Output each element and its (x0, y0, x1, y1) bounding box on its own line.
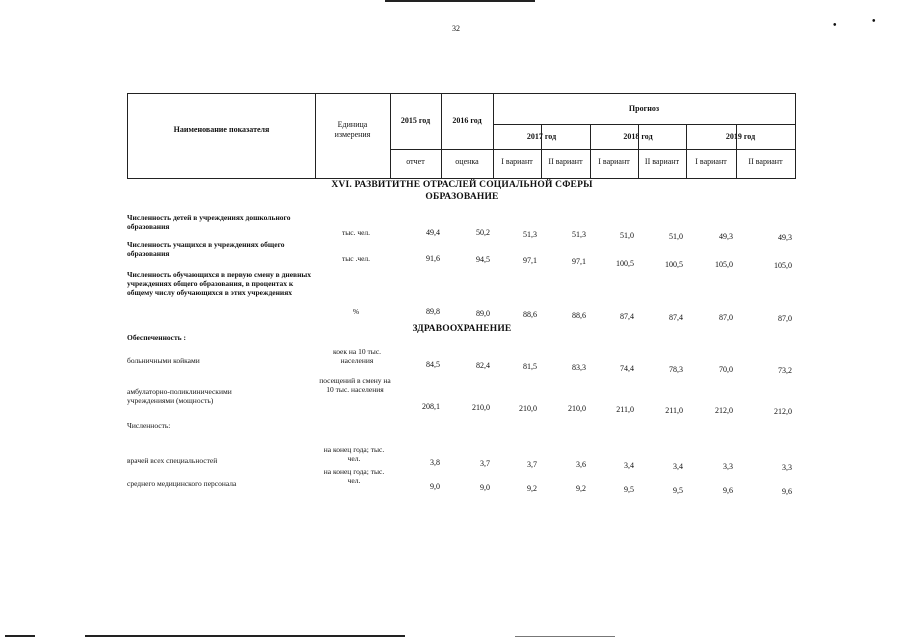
row-label: амбулаторно-поликлиническими учреждениями (мощность) (127, 387, 232, 405)
cell: 210,0 (472, 403, 490, 412)
cell: 3,4 (624, 461, 634, 470)
cell: 211,0 (616, 405, 634, 414)
cell: 91,6 (426, 254, 440, 263)
header-2015: 2015 год (400, 116, 431, 125)
section-title-main: XVI. РАЗВИТИТНЕ ОТРАСЛЕЙ СОЦИАЛЬНОЙ СФЕРЫ (331, 180, 593, 190)
cell: 73,2 (778, 366, 792, 375)
cell: 83,3 (572, 363, 586, 372)
row-label: среднего медицинского персонала (127, 479, 237, 488)
cell: 94,5 (476, 255, 490, 264)
scan-line-top (385, 0, 535, 2)
cell: 89,0 (476, 309, 490, 318)
cell: 87,4 (620, 312, 634, 321)
cell: 3,4 (673, 462, 683, 471)
cell: 49,3 (719, 232, 733, 241)
cell: 212,0 (715, 406, 733, 415)
cell: 100,5 (665, 260, 683, 269)
cell: 105,0 (774, 261, 792, 270)
cell: 105,0 (715, 260, 733, 269)
cell: 3,3 (723, 462, 733, 471)
cell: 3,7 (527, 460, 537, 469)
header-unit: Единица измерения (334, 120, 371, 139)
cell: 9,2 (576, 484, 586, 493)
cell: 211,0 (665, 406, 683, 415)
header-report: отчет (406, 157, 425, 166)
cell: 3,6 (576, 460, 586, 469)
cell: 70,0 (719, 365, 733, 374)
header-2019-v2: II вариант (748, 157, 783, 166)
header-2017: 2017 год (526, 132, 557, 141)
scan-line-bottom-right (515, 636, 615, 637)
cell: 208,1 (422, 402, 440, 411)
cell: 97,1 (572, 257, 586, 266)
cell: 9,5 (673, 486, 683, 495)
row-label: больничными койками (127, 356, 200, 365)
cell: 51,0 (669, 232, 683, 241)
header-estimate: оценка (455, 157, 479, 166)
cell: 210,0 (519, 404, 537, 413)
row-label: Численность обучающихся в первую смену в дневных учреждениях общего образования, в процентах к общему числу обучающихся в этих учреждениях (127, 270, 312, 297)
cell: 212,0 (774, 407, 792, 416)
header-2018-v2: II вариант (644, 157, 680, 166)
cell: 3,8 (430, 458, 440, 467)
header-2019-v1: I вариант (695, 157, 727, 166)
cell: 88,6 (523, 310, 537, 319)
cell: 50,2 (476, 228, 490, 237)
scan-line-bottom-mid (85, 635, 405, 637)
cell: 87,0 (778, 314, 792, 323)
cell: 97,1 (523, 256, 537, 265)
cell: 210,0 (568, 404, 586, 413)
scan-mark-1: • (833, 20, 837, 31)
cell: 78,3 (669, 365, 683, 374)
cell: 3,7 (480, 459, 490, 468)
page-number: 32 (452, 24, 460, 33)
cell: 88,6 (572, 311, 586, 320)
cell: 89,8 (426, 307, 440, 316)
header-2019: 2019 год (725, 132, 756, 141)
group-label: Обеспеченность : (127, 333, 187, 342)
row-unit: на конец года; тыс. чел. (323, 467, 385, 485)
cell: 87,4 (669, 313, 683, 322)
header-2017-v2: II вариант (548, 157, 583, 166)
cell: 74,4 (620, 364, 634, 373)
header-forecast: Прогноз (628, 104, 660, 113)
header-2018: 2018 год (623, 132, 653, 141)
cell: 9,0 (430, 482, 440, 491)
cell: 9,6 (782, 487, 792, 496)
cell: 9,2 (527, 484, 537, 493)
cell: 51,0 (620, 231, 634, 240)
cell: 51,3 (523, 230, 537, 239)
row-unit: посещений в смену на 10 тыс. населения (319, 376, 391, 394)
cell: 51,3 (572, 230, 586, 239)
cell: 9,6 (723, 486, 733, 495)
row-unit: на конец года; тыс. чел. (323, 445, 385, 463)
scan-mark-2: • (872, 16, 876, 27)
row-unit: % (352, 307, 360, 316)
row-unit: тыс .чел. (341, 254, 371, 263)
row-unit: тыс. чел. (341, 228, 371, 237)
cell: 49,3 (778, 233, 792, 242)
cell: 82,4 (476, 361, 490, 370)
cell: 9,5 (624, 485, 634, 494)
header-2016: 2016 год (452, 116, 482, 125)
section-title-education: ОБРАЗОВАНИЕ (425, 192, 499, 202)
section-title-health: ЗДРАВООХРАНЕНИЕ (412, 324, 512, 334)
cell: 9,0 (480, 483, 490, 492)
header-name: Наименование показателя (173, 125, 270, 134)
row-label: Численность учащихся в учреждениях общего образования (127, 240, 285, 258)
row-label: врачей всех специальностей (127, 456, 218, 465)
header-2018-v1: I вариант (598, 157, 630, 166)
scan-line-bottom-left (5, 635, 35, 637)
row-unit: коек на 10 тыс. населения (332, 347, 382, 365)
row-label: Численность детей в учреждениях дошкольного образования (127, 213, 291, 231)
group-label: Численность: (127, 421, 171, 430)
header-2017-v1: I вариант (501, 157, 533, 166)
cell: 3,3 (782, 463, 792, 472)
cell: 49,4 (426, 228, 440, 237)
cell: 87,0 (719, 313, 733, 322)
cell: 100,5 (616, 259, 634, 268)
table-header (127, 93, 796, 179)
cell: 81,5 (523, 362, 537, 371)
cell: 84,5 (426, 360, 440, 369)
